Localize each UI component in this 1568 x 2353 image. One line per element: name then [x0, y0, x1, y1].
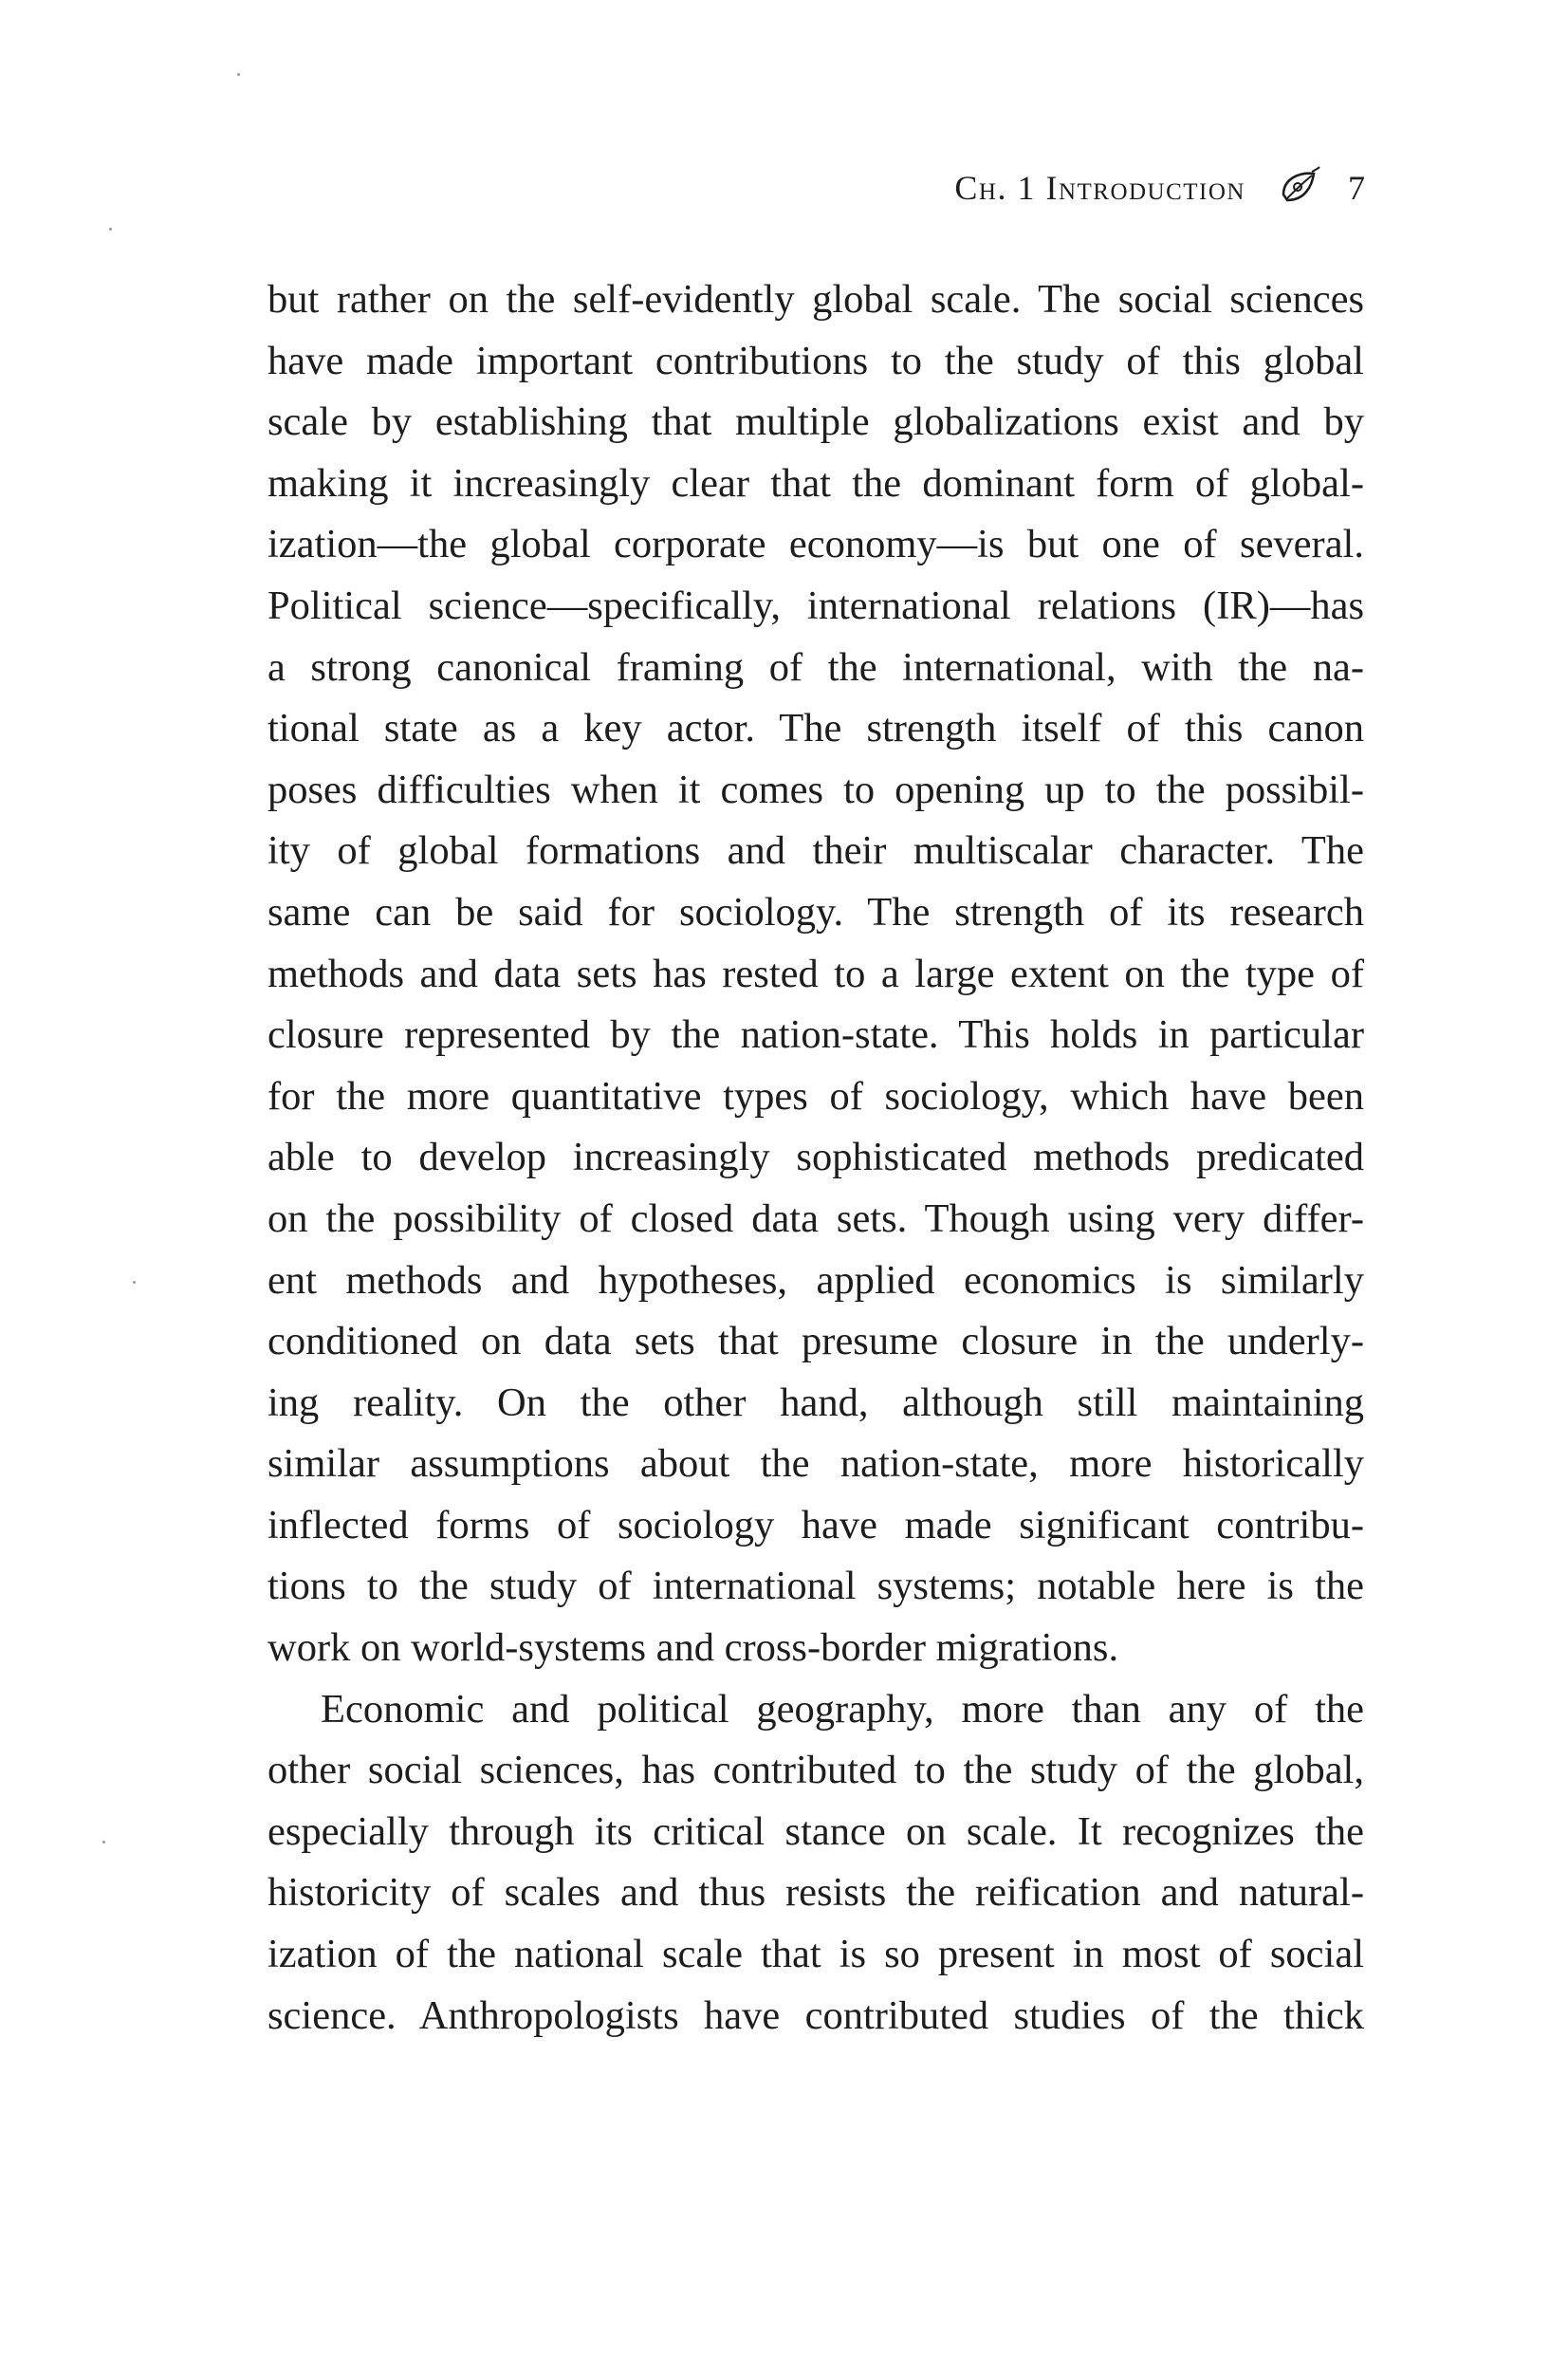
text-line: for the more quantitative types of sociology, which have been	[267, 1073, 1364, 1119]
text-line: ing reality. On the other hand, although still maintaining	[267, 1380, 1364, 1425]
text-line: same can be said for sociology. The strength of its research	[267, 889, 1364, 935]
text-line: have made important contributions to the study of this global	[267, 338, 1364, 383]
text-line: historicity of scales and thus resists the reification and natural-	[267, 1870, 1364, 1916]
text-line: tions to the study of international systems; notable here is the	[267, 1564, 1364, 1609]
text-line: similar assumptions about the nation-state, more historically	[267, 1441, 1364, 1487]
leaf-ornament-icon	[1278, 166, 1321, 210]
text-line: work on world-systems and cross-border migrations.	[267, 1625, 1119, 1671]
body-text	[267, 269, 1364, 2047]
text-line: poses difficulties when it comes to opening up to the possibil-	[267, 767, 1364, 812]
text-line: ization—the global corporate economy—is but one of several.	[267, 522, 1364, 567]
text-line: inflected forms of sociology have made significant contribu-	[267, 1502, 1364, 1547]
chapter-label: Ch. 1 Introduction	[954, 169, 1245, 207]
text-line: but rather on the self-evidently global scale. The social sciences	[267, 277, 1364, 322]
scan-speck	[109, 228, 112, 231]
text-line: methods and data sets has rested to a large extent on the type of	[267, 951, 1364, 996]
text-line: especially through its critical stance on scale. It recognizes the	[267, 1808, 1364, 1854]
text-line: ent methods and hypotheses, applied economics is similarly	[267, 1257, 1364, 1303]
text-line: Economic and political geography, more than any of the	[321, 1686, 1364, 1732]
text-line: other social sciences, has contributed to the study of the global,	[267, 1748, 1364, 1793]
text-line: Political science—specifically, international relations (IR)—has	[267, 583, 1364, 628]
scan-speck	[133, 1281, 136, 1284]
running-head	[854, 159, 1366, 216]
text-line: tional state as a key actor. The strength itself of this canon	[267, 706, 1364, 751]
text-line: on the possibility of closed data sets. Though using very differ-	[267, 1195, 1364, 1241]
text-line: ity of global formations and their multiscalar character. The	[267, 828, 1364, 874]
text-line: science. Anthropologists have contributed studies of the thick	[267, 1992, 1364, 2038]
text-line: able to develop increasingly sophisticated methods predicated	[267, 1135, 1364, 1180]
text-line: scale by establishing that multiple globalizations exist and by	[267, 399, 1364, 445]
text-line: conditioned on data sets that presume closure in the underly-	[267, 1319, 1364, 1364]
text-line: a strong canonical framing of the international, with the na-	[267, 644, 1364, 690]
scan-speck	[102, 1841, 105, 1843]
text-line: closure represented by the nation-state. This holds in particular	[267, 1012, 1364, 1058]
text-line: making it increasingly clear that the dominant form of global-	[267, 460, 1364, 506]
text-line: ization of the national scale that is so present in most of social	[267, 1932, 1364, 1977]
page-number: 7	[1348, 169, 1366, 207]
scan-speck	[237, 73, 240, 76]
